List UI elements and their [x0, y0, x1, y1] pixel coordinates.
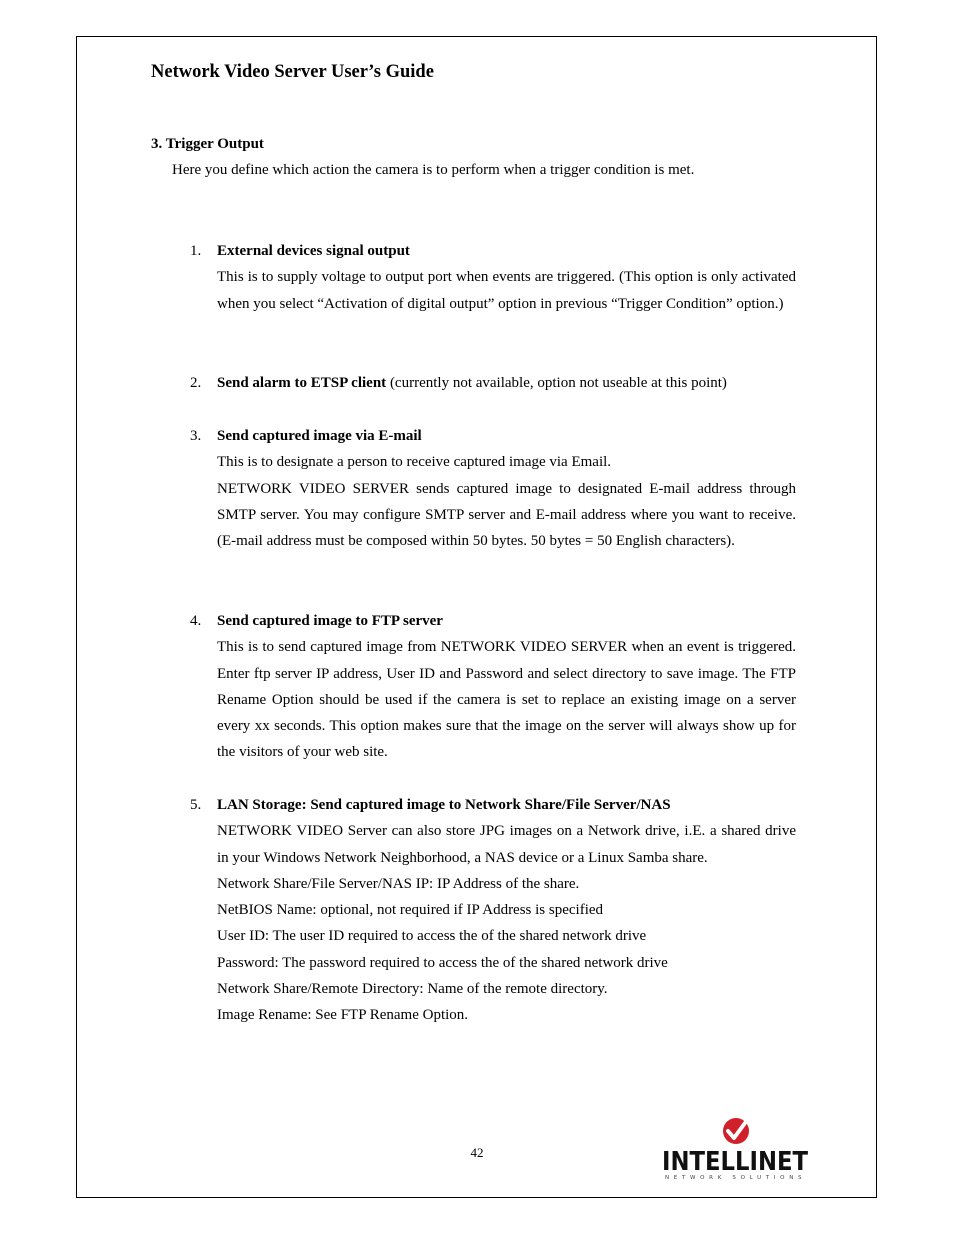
item-number: 3. [190, 428, 202, 444]
item-heading [217, 370, 796, 396]
item-paragraph: NETWORK VIDEO Server can also store JPG images on a Network drive, i.E. a shared drive in your Windows Network Neighborhood, a NAS device or a Linux Samba share. [217, 823, 796, 866]
item-number: 4. [190, 613, 202, 629]
item-paragraph: NETWORK VIDEO SERVER sends captured image to designated E-mail address through SMTP server. You may configure SMTP server and E-mail address where you want to receive. (E-mail address must be composed within 50 bytes. 50 bytes = 50 English characters). [217, 480, 796, 550]
item-heading [217, 608, 796, 634]
item-paragraph: This is to send captured image from NETWORK VIDEO SERVER when an event is triggered. Enter ftp server IP address, User ID and Password and select directory to save image. The FTP Rename Option should be used if the camera is set to replace an existing image on a server every xx seconds. This option makes sure that the image on the server will always show up for the visitors of your web site. [217, 639, 796, 761]
page-number: 42 [470, 1145, 484, 1160]
item-title: External devices signal output [217, 243, 410, 259]
document-title: Network Video Server User’s Guide [151, 62, 434, 82]
item-title: LAN Storage: Send captured image to Network Share/File Server/NAS [217, 797, 671, 813]
item-line: Network Share/Remote Directory: Name of the remote directory. [217, 981, 608, 998]
item-heading [217, 792, 796, 818]
list-item-2 [190, 370, 796, 396]
list-item-5 [190, 792, 796, 1029]
item-title-suffix: (currently not available, option not useable at this point) [386, 375, 727, 391]
item-line: Image Rename: See FTP Rename Option. [217, 1007, 469, 1024]
item-line: NetBIOS Name: optional, not required if IP Address is specified [217, 902, 604, 919]
item-number: 2. [190, 375, 202, 391]
item-paragraph: This is to supply voltage to output port when events are triggered. (This option is only activated when you select “Activation of digital output” option in previous “Trigger Condition” option.) [217, 269, 796, 312]
section-intro: Here you define which action the camera is to perform when a trigger condition is met. [172, 162, 695, 178]
item-number: 1. [190, 243, 202, 259]
list-item-3 [190, 423, 796, 554]
item-line: Password: The password required to access the of the shared network drive [217, 954, 668, 971]
logo-wordmark: INTELLINET [662, 1147, 809, 1177]
item-title: Send captured image to FTP server [217, 613, 443, 629]
logo-tagline: NETWORK SOLUTIONS [665, 1175, 805, 1181]
item-paragraph: This is to designate a person to receive captured image via Email. [217, 454, 612, 471]
list-item-1 [190, 238, 796, 317]
item-heading [217, 423, 796, 449]
item-line: Network Share/File Server/NAS IP: IP Address of the share. [217, 875, 580, 892]
item-title: Send alarm to ETSP client [217, 375, 387, 391]
list-item-4 [190, 608, 796, 766]
item-heading [217, 238, 796, 264]
intellinet-logo [660, 1115, 810, 1181]
section-heading: 3. Trigger Output [151, 136, 264, 152]
item-number: 5. [190, 797, 202, 813]
item-line: User ID: The user ID required to access the of the shared network drive [217, 928, 647, 945]
item-title: Send captured image via E-mail [217, 428, 422, 444]
